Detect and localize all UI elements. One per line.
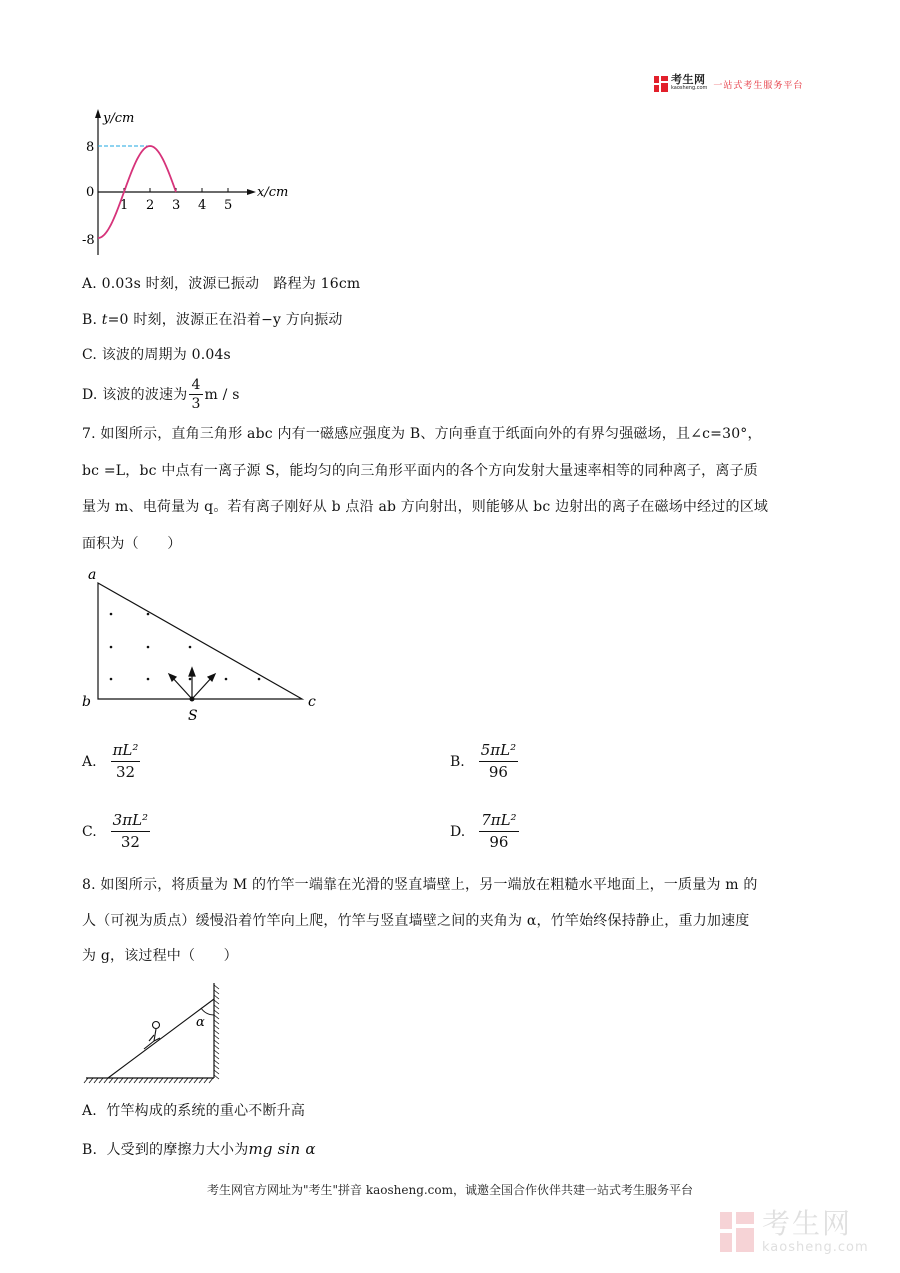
q7-line-3: 量为 m、电荷量为 q。若有离子刚好从 b 点沿 ab 方向射出，则能够从 bc 边射出的离子在磁场中经过的区域 xyxy=(82,499,769,515)
q8-line-2: 人（可视为质点）缓慢沿着竹竿向上爬，竹竿与竖直墙壁之间的夹角为 α，竹竿始终保持静止，重力加速度 xyxy=(82,913,750,929)
option-label: D. xyxy=(82,386,98,403)
q6-option-d[interactable] xyxy=(82,376,240,413)
option-text: 该波的周期为 0.04s xyxy=(101,347,231,363)
logo-brand-text: 考生网 xyxy=(671,73,706,86)
hatch-line xyxy=(214,1030,219,1034)
x-tick-label: 4 xyxy=(198,198,207,213)
q7-option-d[interactable] xyxy=(450,810,521,853)
field-dot xyxy=(147,613,150,616)
triangle-figure xyxy=(70,560,340,725)
hatch-line xyxy=(214,1055,219,1059)
hatch-line xyxy=(154,1078,158,1083)
hatch-line xyxy=(214,1070,219,1074)
y-axis-label: y/cm xyxy=(103,111,135,126)
x-tick-label: 5 xyxy=(224,198,233,213)
fraction-denominator: 96 xyxy=(488,763,508,781)
hatch-line xyxy=(169,1078,173,1083)
option-label: D. xyxy=(450,823,466,840)
hatch-line xyxy=(149,1078,153,1083)
watermark-logo-icon xyxy=(720,1212,754,1252)
ladder-wall-figure xyxy=(70,975,270,1085)
hatch-line xyxy=(214,1035,219,1039)
q6-option-b[interactable] xyxy=(82,310,343,330)
option-var-t: t xyxy=(101,312,108,328)
fraction-denominator: 32 xyxy=(115,763,136,781)
option-text: 0.03s 时刻，波源已振动 路程为 16cm xyxy=(101,276,361,292)
wall-hatching xyxy=(214,985,219,1079)
hatch-line xyxy=(159,1078,163,1083)
option-label: C. xyxy=(82,347,98,363)
hatch-line xyxy=(214,1025,219,1029)
hatch-line xyxy=(124,1078,128,1083)
hatch-line xyxy=(99,1078,103,1083)
hatch-line xyxy=(214,1005,219,1009)
angle-arc xyxy=(201,1008,214,1015)
watermark-domain: kaosheng.com xyxy=(762,1240,869,1255)
source-s-label: S xyxy=(188,708,198,724)
y-tick-label: 8 xyxy=(86,140,95,155)
option-text: 人受到的摩擦力大小为 xyxy=(106,1142,249,1158)
fraction-numerator: 7πL² xyxy=(479,810,518,832)
hatch-line xyxy=(94,1078,98,1083)
hatch-line xyxy=(189,1078,193,1083)
field-dot xyxy=(110,613,113,616)
option-label: A. xyxy=(82,753,97,770)
q7-line-4: 面积为（ ） xyxy=(82,536,182,552)
option-label: A. xyxy=(82,276,97,292)
hatch-line xyxy=(214,1045,219,1049)
vertex-a-label: a xyxy=(88,567,97,583)
vertex-b-label: b xyxy=(82,694,91,710)
hatch-line xyxy=(214,1040,219,1044)
hatch-line xyxy=(194,1078,198,1083)
option-text: 该波的波速为 xyxy=(102,386,188,403)
option-text: =0 时刻，波源正在沿着−y 方向振动 xyxy=(107,312,343,328)
hatch-line xyxy=(204,1078,208,1083)
footer-text: 考生网官方网址为"考生"拼音 kaosheng.com，诚邀全国合作伙伴共建一站式考生服务平台 xyxy=(206,1183,694,1197)
option-label: A. xyxy=(82,1103,97,1119)
hatch-line xyxy=(144,1078,148,1083)
bamboo-pole xyxy=(108,999,214,1078)
logo-name xyxy=(671,75,707,93)
fraction-numerator: 5πL² xyxy=(479,740,518,762)
x-tick-label: 1 xyxy=(120,198,129,213)
field-dot xyxy=(147,646,150,649)
unit-text: m / s xyxy=(204,386,240,403)
watermark-logo xyxy=(720,1208,869,1255)
arrowhead-icon xyxy=(189,668,195,676)
magnetic-field-dots xyxy=(110,613,261,681)
q7-option-c[interactable] xyxy=(82,810,152,853)
hatch-line xyxy=(214,1000,219,1004)
fraction-denominator: 32 xyxy=(120,833,140,851)
hatch-line xyxy=(199,1078,203,1083)
option-text: 竹竿构成的系统的重心不断升高 xyxy=(106,1103,306,1119)
hatch-line xyxy=(84,1078,88,1083)
hatch-line xyxy=(214,1015,219,1019)
fraction-numerator: πL² xyxy=(111,740,141,762)
hatch-line xyxy=(209,1078,213,1083)
x-axis-arrow-icon xyxy=(247,189,256,195)
option-label: B. xyxy=(82,312,98,328)
hatch-line xyxy=(114,1078,118,1083)
hatch-line xyxy=(179,1078,183,1083)
hatch-line xyxy=(214,1065,219,1069)
hatch-line xyxy=(214,985,219,989)
hatch-line xyxy=(214,990,219,994)
velocity-arrows xyxy=(169,668,215,699)
hatch-line xyxy=(214,1050,219,1054)
hatch-line xyxy=(109,1078,113,1083)
option-label: B. xyxy=(450,753,465,770)
y-tick-label: 0 xyxy=(86,185,95,200)
hatch-line xyxy=(119,1078,123,1083)
y-tick-label: -8 xyxy=(82,233,95,248)
q7-option-b[interactable] xyxy=(450,740,520,783)
hatch-line xyxy=(174,1078,178,1083)
option-label: B. xyxy=(82,1142,98,1158)
header-logo[interactable] xyxy=(654,74,803,94)
watermark-name xyxy=(762,1208,869,1255)
field-dot xyxy=(189,678,192,681)
fraction-denominator: 96 xyxy=(489,833,509,851)
angle-alpha-label: α xyxy=(196,1015,205,1030)
q8-option-b[interactable] xyxy=(82,1139,316,1160)
q7-line-2: bc =L，bc 中点有一离子源 S，能均匀的向三角形平面内的各个方向发射大量速率相等的同种离子，离子质 xyxy=(82,463,758,479)
watermark-brand: 考生网 xyxy=(762,1207,853,1240)
logo-slogan: 一站式考生服务平台 xyxy=(713,80,804,91)
x-tick-label: 3 xyxy=(172,198,181,213)
hatch-line xyxy=(214,1060,219,1064)
option-formula: mg sin α xyxy=(248,1140,316,1158)
x-axis-label: x/cm xyxy=(257,185,289,200)
hatch-line xyxy=(214,1020,219,1024)
y-axis-arrow-icon xyxy=(95,109,101,118)
field-dot xyxy=(110,646,113,649)
kaosheng-logo-icon xyxy=(654,76,668,92)
fraction-denominator: 3 xyxy=(191,396,201,412)
hatch-line xyxy=(129,1078,133,1083)
hatch-line xyxy=(139,1078,143,1083)
hatch-line xyxy=(89,1078,93,1083)
option-label: C. xyxy=(82,823,97,840)
hatch-line xyxy=(104,1078,108,1083)
hatch-line xyxy=(164,1078,168,1083)
speed-fraction xyxy=(189,376,202,413)
q8-line-3: 为 g，该过程中（ ） xyxy=(82,948,238,964)
fraction-numerator: 3πL² xyxy=(111,810,150,832)
hatch-line xyxy=(214,1010,219,1014)
hatch-line xyxy=(134,1078,138,1083)
field-dot xyxy=(147,678,150,681)
q8-option-a[interactable] xyxy=(82,1101,305,1121)
fraction-numerator: 4 xyxy=(191,377,201,393)
field-dot xyxy=(258,678,261,681)
triangle-abc xyxy=(98,583,302,699)
q7-option-a[interactable] xyxy=(82,740,142,783)
x-tick-label: 2 xyxy=(146,198,155,213)
field-dot xyxy=(225,678,228,681)
hatch-line xyxy=(214,995,219,999)
q6-option-c[interactable] xyxy=(82,345,231,365)
q6-option-a[interactable] xyxy=(82,274,360,294)
q7-line-1: 7. 如图所示，直角三角形 abc 内有一磁感应强度为 B、方向垂直于纸面向外的有界匀强磁场，且∠c=30°， xyxy=(82,426,762,442)
field-dot xyxy=(110,678,113,681)
q8-line-1: 8. 如图所示，将质量为 M 的竹竿一端靠在光滑的竖直墙壁上，另一端放在粗糙水平地面上，一质量为 m 的 xyxy=(82,877,758,893)
wave-graph xyxy=(70,100,300,265)
ground-hatching xyxy=(84,1078,213,1083)
vertex-c-label: c xyxy=(308,694,316,710)
hatch-line xyxy=(184,1078,188,1083)
hatch-line xyxy=(214,1075,219,1079)
logo-domain-text: kaosheng.com xyxy=(671,85,708,91)
field-dot xyxy=(189,646,192,649)
